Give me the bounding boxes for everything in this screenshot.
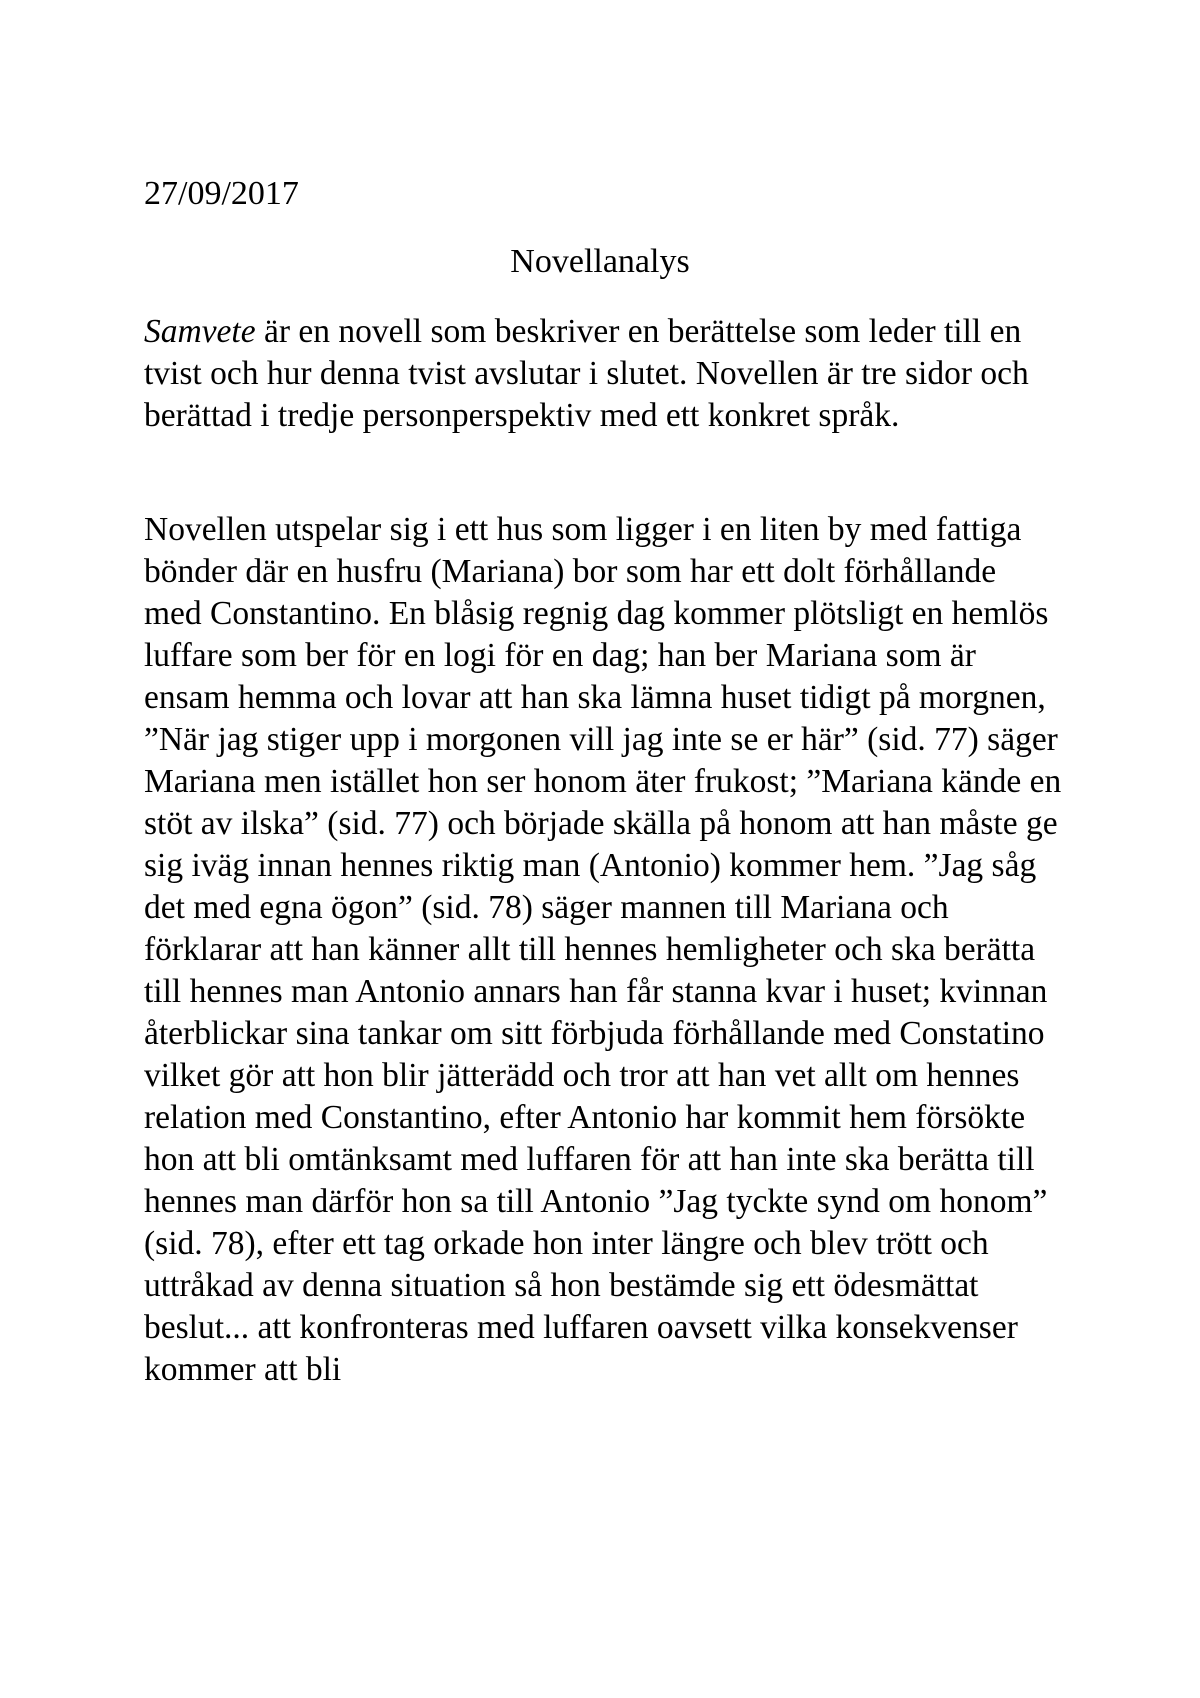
intro-paragraph-text: är en novell som beskriver en berättelse som leder till en tvist och hur denna tvist avslutar i slutet. Novellen är tre sidor och berättad i tredje personperspektiv med ett konkret språk.: [144, 313, 1029, 434]
summary-paragraph: Novellen utspelar sig i ett hus som ligger i en liten by med fattiga bönder där en husfru (Mariana) bor som har ett dolt förhållande med Constantino. En blåsig regnig dag kommer plötsligt en hemlös luffare som ber för en logi för en dag; han ber Mariana som är ensam hemma och lovar att han ska lämna huset tidigt på morgnen, ”När jag stiger upp i morgonen vill jag inte se er här” (sid. 77) säger Mariana men istället hon ser honom äter frukost; ”Mariana kände en stöt av ilska” (sid. 77) och började skälla på honom att han måste ge sig iväg innan hennes riktig man (Antonio) kommer hem. ”Jag såg det med egna ögon” (sid. 78) säger mannen till Mariana och förklarar att han känner allt till hennes hemligheter och ska berätta till hennes man Antonio annars han får stanna kvar i huset; kvinnan återblickar sina tankar om sitt förbjuda förhållande med Constatino vilket gör att hon blir jätterädd och tror att han vet allt om hennes relation med Constantino, efter Antonio har kommit hem försökte hon att bli omtänksamt med luffaren för att han inte ska berätta till hennes man därför hon sa till Antonio ”Jag tyckte synd om honom” (sid. 78), efter ett tag orkade hon inter längre och blev trött och uttråkad av denna situation så hon bestämde sig ett ödesmättat beslut... att konfronteras med luffaren oavsett vilka konsekvenser kommer att bli: [144, 511, 1062, 1388]
document-title: Novellanalys: [510, 243, 690, 280]
document-date: 27/09/2017: [144, 175, 299, 212]
intro-paragraph: [144, 311, 1062, 437]
novel-title-italic: Samvete: [144, 313, 256, 350]
